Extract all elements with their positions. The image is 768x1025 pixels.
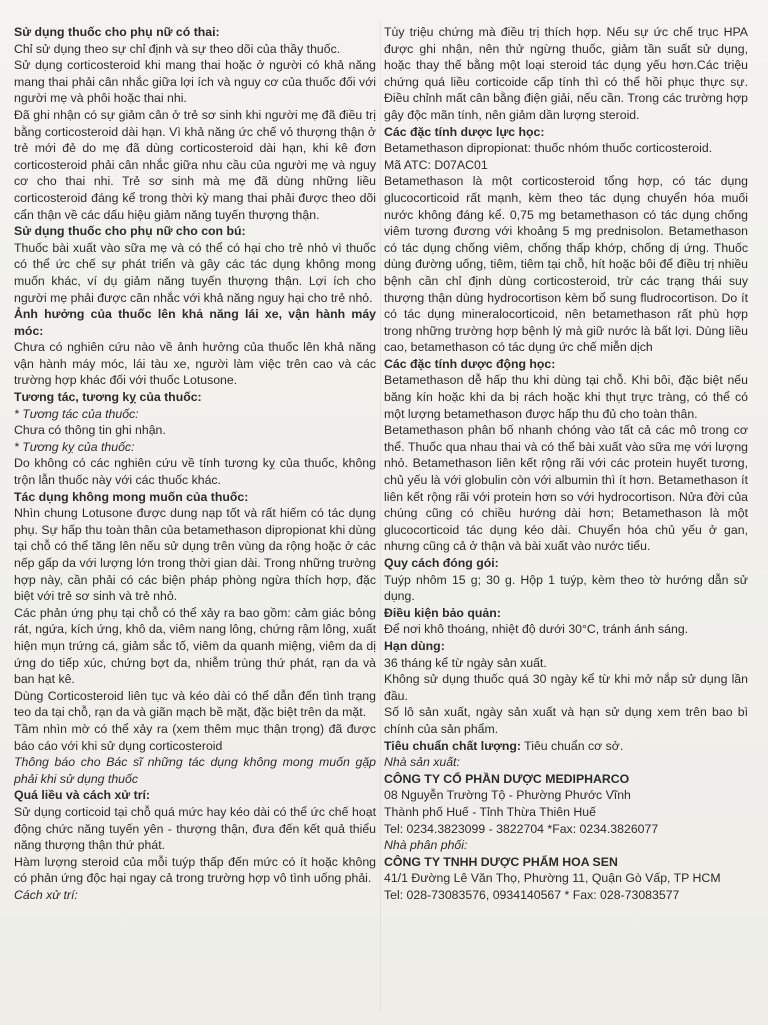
section-heading: Tương tác, tương kỵ của thuốc: bbox=[14, 390, 202, 405]
inline-text: Tiêu chuẩn cơ sở. bbox=[520, 738, 624, 753]
section-heading: Sử dụng thuốc cho phụ nữ cho con bú: bbox=[14, 224, 246, 239]
paragraph: Nhìn chung Lotusone được dung nạp tốt và rất hiếm có tác dụng phụ. Sự hấp thu toàn thân của betamethason dipropionat khi dùng tại chỗ có thể tăng lên nếu sử dụng trên vùng da rộng hoặc ở các nếp gấp da với lượng lớn trong thời gian dài. Trong những trường hợp này, cần phải có các biện pháp phòng ngừa thích hợp, đặc biệt với trẻ sơ sinh và trẻ nhỏ. bbox=[14, 506, 376, 604]
paragraph: Chỉ sử dụng theo sự chỉ định và sự theo dõi của thầy thuốc. bbox=[14, 41, 341, 56]
paragraph: Hàm lượng steroid của mỗi tuýp thấp đến mức có ít hoặc không có phản ứng độc hại ngay cả trong trường hợp vô tình uống phải. bbox=[14, 854, 376, 886]
paragraph: Không sử dụng thuốc quá 30 ngày kể từ khi mở nắp sử dụng lần đầu. bbox=[384, 672, 748, 703]
paragraph: Thuốc bài xuất vào sữa mẹ và có thể có hại cho trẻ nhỏ vì thuốc có thể ức chế sự phát triển và gây các tác dụng không mong muốn khác, ví dụ giảm năng tuyến thượng thận. Lợi ích cho người mẹ phải được cân nhắc với khả năng nguy hại cho trẻ nhỏ. bbox=[14, 240, 376, 305]
section-heading: Điều kiện bảo quản: bbox=[384, 605, 501, 620]
paragraph: Mã ATC: D07AC01 bbox=[384, 157, 488, 172]
italic-note: * Tương kỵ của thuốc: bbox=[14, 439, 135, 454]
paragraph: Chưa có thông tin ghi nhận. bbox=[14, 423, 166, 438]
section-heading: Các đặc tính dược động học: bbox=[384, 356, 556, 371]
paragraph: Sử dụng corticoid tại chỗ quá mức hay kéo dài có thể ức chế hoạt động chức năng tuyến yên - thượng thận, đưa đến kết quả thiểu năng thượng thận thứ phát. bbox=[14, 804, 376, 853]
paragraph: Đã ghi nhận có sự giảm cân ở trẻ sơ sinh khi người mẹ đã điều trị bằng corticosteroid dài hạn. Vì khả năng ức chế vỏ thượng thận ở trẻ mới đẻ do mẹ đã dùng corticosteroid dài hạn, khi kê đơn corticosteroid phải cân nhắc giữa nhu cầu của người mẹ và nguy cơ cho thai nhi. Trẻ sơ sinh mà mẹ đã dùng những liều corticosteroid đáng kể trong thời kỳ mang thai phải được theo dõi cẩn thận về các dấu hiệu giảm năng tuyến thượng thận. bbox=[14, 107, 376, 222]
section-heading: Tác dụng không mong muốn của thuốc: bbox=[14, 489, 249, 504]
paragraph: Số lô sản xuất, ngày sản xuất và hạn sử dụng xem trên bao bì chính của sản phẩm. bbox=[384, 705, 748, 736]
section-heading: CÔNG TY CỔ PHẦN DƯỢC MEDIPHARCO bbox=[384, 771, 630, 786]
inline-heading: Tiêu chuẩn chất lượng: bbox=[384, 738, 521, 753]
section-heading: Hạn dùng: bbox=[384, 638, 445, 653]
paragraph: Do không có các nghiên cứu về tính tương kỵ của thuốc, không trộn lẫn thuốc này với các thuốc khác. bbox=[14, 456, 376, 488]
paragraph: Tel: 0234.3823099 - 3822704 *Fax: 0234.3826077 bbox=[384, 821, 659, 836]
italic-note: Cách xử trí: bbox=[14, 887, 78, 902]
paragraph: Betamethason dipropionat: thuốc nhóm thuốc corticosteroid. bbox=[384, 141, 713, 156]
paragraph: Tầm nhìn mờ có thể xảy ra (xem thêm mục thận trọng) đã được báo cáo với khi sử dụng corticosteroid bbox=[14, 721, 376, 753]
paragraph: 08 Nguyễn Trường Tộ - Phường Phước Vĩnh bbox=[384, 788, 631, 803]
paragraph: Betamethason dễ hấp thu khi dùng tại chỗ. Khi bôi, đặc biệt nếu băng kín hoặc khi da bị rách hoặc khi thụt trực tràng, có thể có một lượng betamethason được hấp thu đủ cho toàn thân. bbox=[384, 373, 748, 421]
paragraph: Tuýp nhôm 15 g; 30 g. Hộp 1 tuýp, kèm theo tờ hướng dẫn sử dụng. bbox=[384, 572, 748, 604]
italic-note: * Tương tác của thuốc: bbox=[14, 406, 139, 421]
section-heading: Quá liều và cách xử trí: bbox=[14, 788, 151, 803]
paragraph: 41/1 Đường Lê Văn Thọ, Phường 11, Quận Gò Vấp, TP HCM bbox=[384, 871, 721, 886]
paragraph: Dùng Corticosteroid liên tục và kéo dài có thể dẫn đến tình trạng teo da tại chỗ, rạn da và giãn mạch bề mặt, đặc biệt trên da mặt. bbox=[14, 688, 376, 720]
paragraph: Betamethason phân bố nhanh chóng vào tất cả các mô trong cơ thể. Thuốc qua nhau thai và có thể bài xuất vào sữa mẹ với lượng nhỏ. Betamethason liên kết rộng rãi với các protein huyết tương, chủ yếu là với globulin còn với albumin thì ít hơn. Betamethason ít liên kết rộng rãi với protein hơn so với hydrocortison. Nửa đời của chúng cũng có chiều hướng dài hơn; Betamethason là một glucocorticoid tác dụng kéo dài. Chuyển hóa chủ yếu ở gan, nhưng cũng cả ở thận và bài xuất vào nước tiểu. bbox=[384, 423, 748, 554]
section-heading: CÔNG TY TNHH DƯỢC PHẨM HOA SEN bbox=[384, 854, 618, 869]
italic-note: Thông báo cho Bác sĩ những tác dụng không mong muốn gặp phải khi sử dụng thuốc bbox=[14, 755, 376, 786]
paragraph: Tùy triệu chứng mà điều trị thích hợp. Nếu sự ức chế trục HPA được ghi nhận, nên thử ngừng thuốc, giảm tần suất sử dụng, hoặc thay thế bằng một loại steroid tác dụng yếu hơn.Các triệu chứng quá liều corticoide cấp tính thì có thể hồi phục thực sự. Điều chỉnh mất cân bằng điện giải, nếu cần. Trong các trường hợp gây độc mãn tính, nên giảm dần lượng steroid. bbox=[384, 25, 748, 122]
paragraph: Betamethason là một corticosteroid tổng hợp, có tác dụng glucocorticoid rất mạnh, kèm theo tác dụng chuyển hóa muối nước không đáng kể. 0,75 mg betamethason có tác dụng chống viêm tương đương với khoảng 5 mg prednisolon. Betamethason có tác dụng chống viêm, chống thấp khớp, chống dị ứng. Thuốc dùng đường uống, tiêm, tiêm tại chỗ, hít hoặc bôi để điều trị nhiều bệnh cần chỉ định dùng corticosteroid, trừ các trạng thái suy thượng thận dùng hydrocortison kèm bổ sung fludrocortison. Do ít có tác dụng mineralocorticoid, nên betamethason rất phù hợp trong những trường hợp bệnh lý mà giữ nước là bất lợi. Dùng liều cao, betamethason có tác dụng ức chế miễn dịch bbox=[384, 174, 748, 355]
section-heading: Các đặc tính dược lực học: bbox=[384, 124, 545, 139]
column-divider bbox=[380, 20, 381, 1010]
section-heading: Sử dụng thuốc cho phụ nữ có thai: bbox=[14, 25, 220, 39]
right-column bbox=[384, 24, 748, 903]
italic-note: Nhà phân phối: bbox=[384, 838, 468, 853]
section-heading: Quy cách đóng gói: bbox=[384, 556, 499, 570]
paragraph: Tel: 028-73083576, 0934140567 * Fax: 028-73083577 bbox=[384, 887, 680, 902]
paragraph: Chưa có nghiên cứu nào về ảnh hưởng của thuốc lên khả năng vận hành máy móc, lái tàu xe, người làm việc trên cao và các trường hợp khác đối với thuốc Lotusone. bbox=[14, 340, 376, 388]
paragraph: 36 tháng kể từ ngày sản xuất. bbox=[384, 655, 547, 670]
paragraph: Thành phố Huế - Tỉnh Thừa Thiên Huế bbox=[384, 804, 596, 819]
italic-note: Nhà sản xuất: bbox=[384, 755, 460, 770]
paragraph: Các phản ứng phụ tại chỗ có thể xảy ra bao gồm: cảm giác bỏng rát, ngứa, kích ứng, khô da, viêm nang lông, chứng rậm lông, xuất hiện mụn trứng cá, giảm sắc tố, viêm da quanh miệng, viêm da dị ứng do tiếp xúc, chứng bợt da, nhiễm trùng thứ phát, rạn da và ban hạt kê. bbox=[14, 605, 376, 687]
labeled-paragraph bbox=[384, 738, 748, 755]
paragraph: Sử dụng corticosteroid khi mang thai hoặc ở người có khả năng mang thai phải cân nhắc giữa lợi ích và nguy cơ của thuốc đối với người mẹ và phôi hoặc thai nhi. bbox=[14, 58, 376, 106]
left-column bbox=[14, 24, 376, 903]
section-heading: Ảnh hưởng của thuốc lên khả năng lái xe, vận hành máy móc: bbox=[14, 307, 376, 338]
paragraph: Để nơi khô thoáng, nhiệt độ dưới 30°C, tránh ánh sáng. bbox=[384, 622, 689, 637]
